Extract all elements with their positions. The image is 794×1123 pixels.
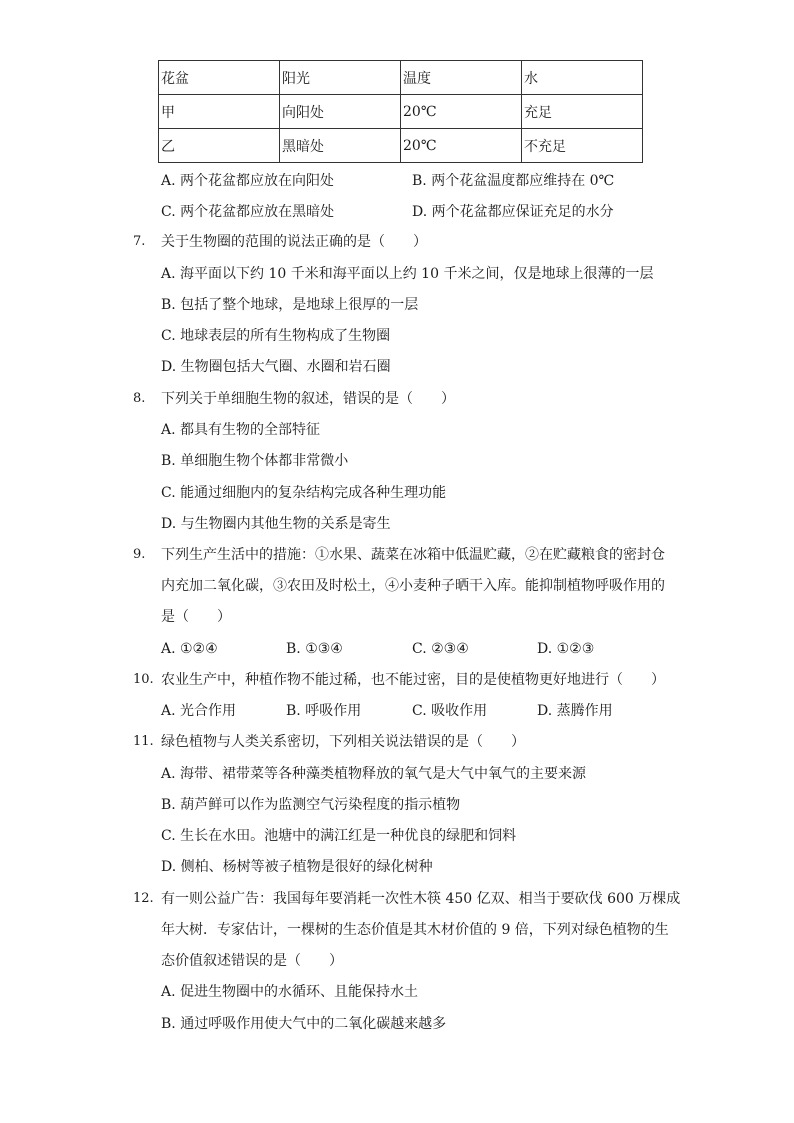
option-text: A. 光合作用 [161, 703, 237, 719]
table-cell: 充足 [522, 95, 643, 129]
table-cell: 不充足 [522, 129, 643, 163]
option-text: B. 包括了整个地球，是地球上很厚的一层 [161, 297, 419, 313]
option-text: A. 海平面以下约 10 千米和海平面以上约 10 千米之间，仅是地球上很薄的一层 [161, 266, 654, 282]
question-number: 8. [133, 391, 146, 406]
table-row [159, 95, 643, 129]
question-stem-line: 内充加二氧化碳，③农田及时松土，④小麦种子晒干入库。能抑制植物呼吸作用的 [161, 578, 665, 594]
question-number: 9. [133, 547, 146, 562]
table-cell: 20℃ [401, 95, 522, 129]
option-text: A. 海带、裙带菜等各种藻类植物释放的氧气是大气中氧气的主要来源 [161, 766, 587, 782]
option-text: C. 能通过细胞内的复杂结构完成各种生理功能 [161, 485, 447, 501]
option-text: C. 吸收作用 [412, 703, 488, 719]
experiment-table [158, 60, 643, 163]
table-cell: 花盆 [159, 61, 280, 95]
question-stem: 农业生产中，种植作物不能过稀，也不能过密，目的是使植物更好地进行（ ） [161, 672, 665, 688]
option-text: B. ①③④ [286, 641, 343, 657]
table-cell: 向阳处 [280, 95, 401, 129]
question-stem-line: 是（ ） [161, 609, 231, 625]
option-text: B. 单细胞生物个体都非常微小 [161, 453, 349, 469]
option-text: C. 地球表层的所有生物构成了生物圈 [161, 328, 391, 344]
question-stem: 关于生物圈的范围的说法正确的是（ ） [161, 234, 427, 250]
question-number: 7. [133, 234, 146, 249]
option-text: D. 侧柏、杨树等被子植物是很好的绿化树种 [161, 859, 433, 875]
option-text: A. 促进生物圈中的水循环、且能保持水土 [161, 984, 419, 1000]
table-cell: 乙 [159, 129, 280, 163]
option-text: D. 蒸腾作用 [537, 703, 613, 719]
table-cell: 温度 [401, 61, 522, 95]
option-text: B. 两个花盆温度都应维持在 0℃ [412, 173, 615, 189]
option-text: D. 与生物圈内其他生物的关系是寄生 [161, 516, 391, 532]
option-text: D. 两个花盆都应保证充足的水分 [412, 204, 614, 220]
question-stem: 绿色植物与人类关系密切，下列相关说法错误的是（ ） [161, 734, 525, 750]
option-text: D. 生物圈包括大气圈、水圈和岩石圈 [161, 359, 391, 375]
question-stem-line: 年大树．专家估计，一棵树的生态价值是其木材价值的 9 倍，下列对绿色植物的生 [161, 922, 669, 938]
table-cell: 水 [522, 61, 643, 95]
question-stem-line: 下列生产生活中的措施：①水果、蔬菜在冰箱中低温贮藏，②在贮藏粮食的密封仓 [161, 547, 665, 563]
table-cell: 阳光 [280, 61, 401, 95]
table-cell: 甲 [159, 95, 280, 129]
option-text: B. 葫芦鲜可以作为监测空气污染程度的指示植物 [161, 797, 461, 813]
question-number: 12. [133, 891, 154, 906]
option-text: C. 生长在水田。池塘中的满江红是一种优良的绿肥和饲料 [161, 828, 517, 844]
question-number: 10. [133, 672, 154, 687]
table-cell: 20℃ [401, 129, 522, 163]
question-stem-line: 有一则公益广告：我国每年要消耗一次性木筷 450 亿双、相当于要砍伐 600 万棵成 [161, 891, 681, 907]
question-stem: 下列关于单细胞生物的叙述，错误的是（ ） [161, 391, 455, 407]
option-text: A. 两个花盆都应放在向阳处 [161, 173, 335, 189]
table-cell: 黑暗处 [280, 129, 401, 163]
option-text: D. ①②③ [537, 641, 595, 657]
option-text: C. ②③④ [412, 641, 469, 657]
table-row [159, 61, 643, 95]
option-text: A. ①②④ [161, 641, 218, 657]
question-stem-line: 态价值叙述错误的是（ ） [161, 953, 343, 969]
table-row [159, 129, 643, 163]
option-text: B. 呼吸作用 [286, 703, 362, 719]
option-text: A. 都具有生物的全部特征 [161, 422, 321, 438]
question-number: 11. [133, 734, 154, 749]
option-text: C. 两个花盆都应放在黑暗处 [161, 204, 335, 220]
option-text: B. 通过呼吸作用使大气中的二氧化碳越来越多 [161, 1016, 447, 1032]
